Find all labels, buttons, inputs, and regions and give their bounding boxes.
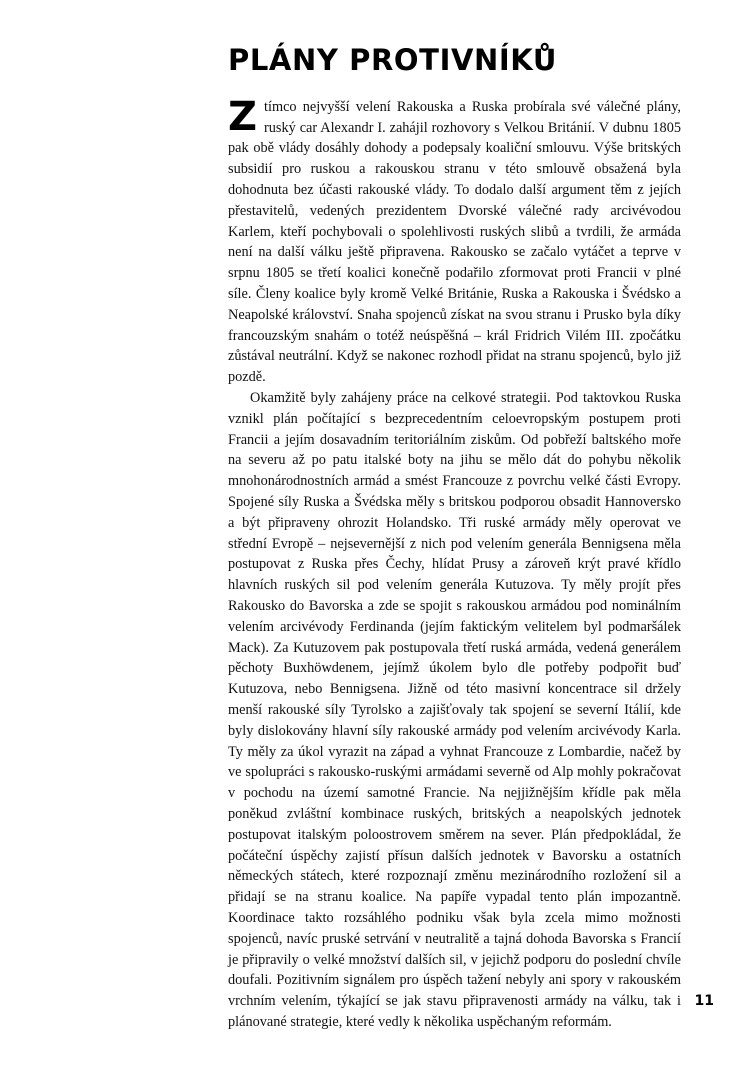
body-text <box>228 93 681 1033</box>
page-title: PLÁNY PROTIVNÍKŮ <box>228 43 557 77</box>
paragraph-1-text: tímco nejvyšší velení Rakouska a Ruska probírala své válečné plány, ruský car Alexandr I. zahájil rozhovory s Velkou Británií. V dubnu 1805 pak obě vlády dosáhly dohody a podepsaly koaliční smlouvu. Výše britských subsidií pro ruskou a rakouskou stranu v této smlouvě obsažená byla dohodnuta bez účasti rakouské vlády. To dodalo další argument těm z jejích přestavitelů, vedených prezidentem Dvorské válečné rady arcivévodou Karlem, kteří pochybovali o spolehlivosti ruských slibů a tvrdili, že armáda není na další válku ještě připravena. Rakousko se začalo vytáčet a teprve v srpnu 1805 se třetí koalici konečně podařilo zformovat proti Francii v plné síle. Členy koalice byly kromě Velké Británie, Ruska a Rakouska i Švédsko a Neapolské království. Snaha spojenců získat na svou stranu i Prusko byla díky francouzským snahám o totéž neúspěšná – král Fridrich Vilém III. zpočátku zůstával neutrální. Když se nakonec rozhodl přidat na stranu spojenců, bylo již pozdě. <box>228 98 681 386</box>
drop-cap: Z <box>228 93 258 140</box>
page-number: 11 <box>694 993 714 1009</box>
paragraph-2: Okamžitě byly zahájeny práce na celkové strategii. Pod taktovkou Ruska vznikl plán počítající s bezprecedentním celoevropským postupem proti Francii a jejím dosavadním teritoriálním ziskům. Od pobřeží baltského moře na severu až po patu italské boty na jihu se mělo dát do pohybu několik mnohonárodnostních armád a smést Francouze z povrchu velké části Evropy. Spojené síly Ruska a Švédska měly s britskou podporou obsadit Hannoversko a být připraveny ohrozit Holandsko. Tři ruské armády měly operovat ve střední Evropě – nejsevernější z nich pod velením generála Bennigsena měla postupovat z Ruska přes Čechy, hlídat Prusy a zároveň krýt pravé křídlo hlavních ruských sil pod velením generála Kutuzova. Ty měly projít přes Rakousko do Bavorska a zde se spojit s rakouskou armádou pod nominálním velením arcivévody Ferdinanda (jejím faktickým velitelem byl podmaršálek Mack). Za Kutuzovem pak postupovala třetí ruská armáda, vedená generálem pěchoty Buxhöwdenem, jejímž úkolem bylo dle potřeby podpořit buď Kutuzova, nebo Bennigsena. Jižně od této masivní koncentrace sil držely menší rakouské síly Tyrolsko a zajišťovaly tak spojení se severní Itálií, kde byly dislokovány hlavní síly rakouské armády pod velením arcivévody Karla. Ty měly za úkol vyrazit na západ a vyhnat Francouze z Lombardie, načež by ve spolupráci s rakousko-ruskými armádami severně od Alp mohly pokračovat v pochodu na území samotné Francie. Na nejjižnějším křídle pak měla poněkud zvláštní kombinace ruských, britských a neapolských jednotek postupovat italským poloostrovem směrem na sever. Plán předpokládal, že počáteční úspěchy zajistí přísun dalších jednotek v Bavorsku a ostatních německých státech, které rozpoznají změnu mezinárodního rozložení sil a přidají se na stranu koalice. Na papíře vypadal tento plán impozantně. Koordinace takto rozsáhlého podniku však byla zcela mimo možnosti spojenců, navíc pruské setrvání v neutralitě a tajná dohoda Bavorska s Francií je připravily o velké množství dalších sil, v jejichž podporu do poslední chvíle doufali. Pozitivním signálem pro úspěch tažení nebyly ani spory v rakouském vrchním velením, týkající se jak stavu připravenosti armády na válku, tak i plánované strategie, které vedly k několika uspěchaným reformám. <box>228 390 681 1030</box>
paragraph-1 <box>228 93 681 388</box>
page-content <box>228 45 681 1033</box>
